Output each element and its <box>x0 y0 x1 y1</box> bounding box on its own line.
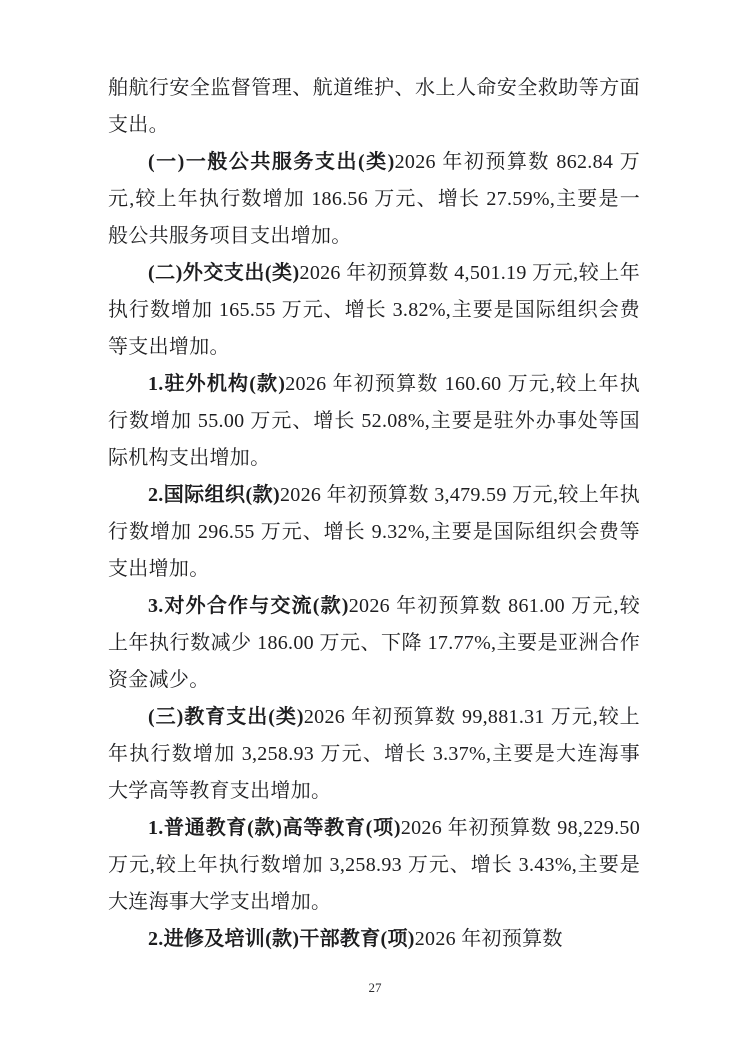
section-label: (二)外交支出(类) <box>148 262 300 284</box>
para-international-organizations <box>108 477 640 588</box>
para-foreign-cooperation-exchange <box>108 588 640 699</box>
section-text: 2026 年初预算数 3,479.59 万元,较上年执行数增加 296.55 万元、增长 9.32%,主要是国际组织会费等支出增加。 <box>108 484 640 580</box>
section-text: 2026 年初预算数 861.00 万元,较上年执行数减少 186.00 万元、下降 17.77%,主要是亚洲合作资金减少。 <box>108 595 640 691</box>
para-regular-education-higher-education <box>108 810 640 921</box>
paragraph-continuation <box>108 70 640 144</box>
section-label: 2.国际组织(款) <box>148 484 280 506</box>
para-foreign-affairs-expenditure <box>108 255 640 366</box>
section-label: (三)教育支出(类) <box>148 706 304 728</box>
section-text: 2026 年初预算数 4,501.19 万元,较上年执行数增加 165.55 万元、增长 3.82%,主要是国际组织会费等支出增加。 <box>108 262 641 358</box>
section-label: 1.驻外机构(款) <box>148 373 286 395</box>
section-text: 2026 年初预算数 160.60 万元,较上年执行数增加 55.00 万元、增长 52.08%,主要是驻外办事处等国际机构支出增加。 <box>108 373 640 469</box>
section-label: (一)一般公共服务支出(类) <box>148 151 395 173</box>
section-label: 3.对外合作与交流(款) <box>148 595 349 617</box>
para-overseas-institutions <box>108 366 640 477</box>
para-general-public-service-expenditure <box>108 144 640 255</box>
document-text-block <box>108 70 640 958</box>
page-number: 27 <box>368 980 382 995</box>
section-text: 2026 年初预算数 99,881.31 万元,较上年执行数增加 3,258.93 万元、增长 3.37%,主要是大连海事大学高等教育支出增加。 <box>108 706 640 802</box>
section-label: 1.普通教育(款)高等教育(项) <box>148 817 401 839</box>
section-text: 2026 年初预算数 862.84 万元,较上年执行数增加 186.56 万元、增长 27.59%,主要是一般公共服务项目支出增加。 <box>108 151 641 247</box>
para-education-expenditure <box>108 699 640 810</box>
section-text: 舶航行安全监督管理、航道维护、水上人命安全救助等方面支出。 <box>108 77 640 136</box>
section-text: 2026 年初预算数 <box>414 928 563 950</box>
para-training-cadre-education <box>108 921 640 958</box>
section-label: 2.进修及培训(款)干部教育(项) <box>148 928 415 950</box>
section-text: 2026 年初预算数 98,229.50 万元,较上年执行数增加 3,258.93 万元、增长 3.43%,主要是大连海事大学支出增加。 <box>108 817 640 913</box>
